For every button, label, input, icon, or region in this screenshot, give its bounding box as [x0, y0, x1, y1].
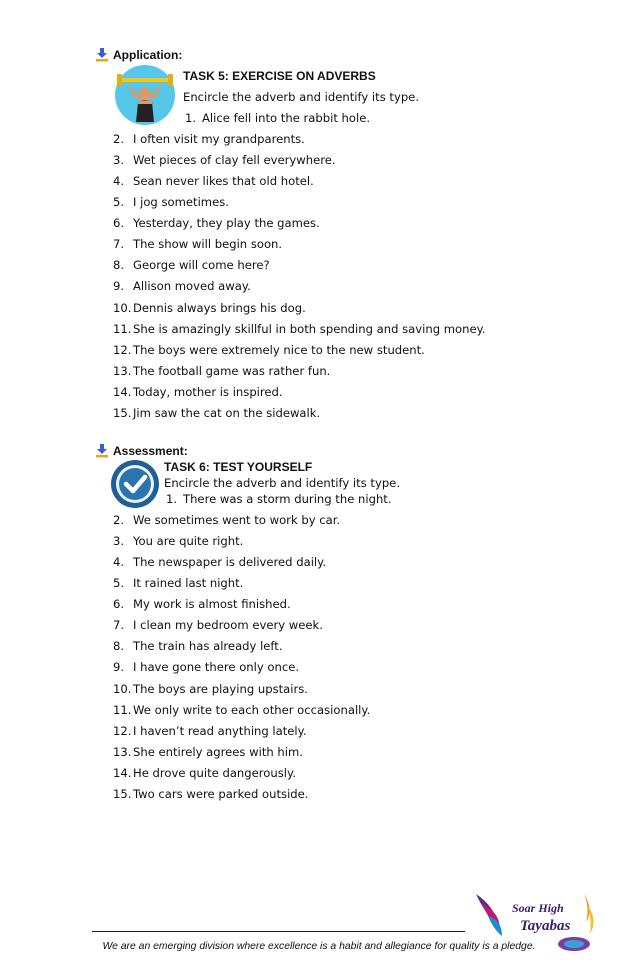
item-number: 4.: [113, 174, 125, 189]
item-text: We sometimes went to work by car.: [133, 513, 341, 527]
arrow-bullet-icon: [95, 444, 109, 458]
item-text: He drove quite dangerously.: [133, 765, 296, 780]
item-text: George will come here?: [133, 258, 270, 273]
item-number: 7.: [113, 237, 125, 252]
task6-instruction: Encircle the adverb and identify its type.: [164, 476, 401, 490]
item-text: The football game was rather fun.: [133, 363, 331, 378]
item-number: 8.: [113, 639, 125, 654]
item-text: She is amazingly skillful in both spending and saving money.: [133, 321, 486, 336]
item-text: I clean my bedroom every week.: [133, 618, 323, 633]
item-text: Sean never likes that old hotel.: [133, 174, 314, 189]
item-text: You are quite right.: [133, 534, 244, 549]
assessment-heading: Assessment:: [113, 444, 188, 458]
item-text: Yesterday, they play the games.: [133, 216, 320, 231]
item-number: 10.: [113, 681, 132, 696]
task5-instruction: Encircle the adverb and identify its type.: [183, 90, 420, 104]
item-number: 6.: [113, 216, 125, 231]
item-text: The newspaper is delivered daily.: [133, 555, 327, 570]
item-number: 4.: [113, 555, 125, 570]
item-text: I haven’t read anything lately.: [133, 723, 307, 738]
item-text: Wet pieces of clay fell everywhere.: [133, 153, 336, 168]
item-number: 5.: [113, 576, 125, 591]
item-number: 2.: [113, 513, 125, 527]
item-number: 2.: [113, 132, 125, 146]
item-number: 3.: [113, 153, 125, 168]
item-text: Two cars were parked outside.: [133, 786, 309, 801]
checkmark-icon: [110, 458, 160, 510]
item-text: Jim saw the cat on the sidewalk.: [133, 405, 321, 420]
item-text: Allison moved away.: [133, 279, 251, 294]
item-text: I have gone there only once.: [133, 660, 300, 675]
item-text: The boys are playing upstairs.: [133, 681, 308, 696]
item-number: 12.: [113, 723, 132, 738]
item-text: The train has already left.: [133, 639, 283, 654]
item-text: I often visit my grandparents.: [133, 132, 305, 146]
item-number: 9.: [113, 279, 125, 294]
item-number: 1.: [166, 492, 178, 506]
item-text: Today, mother is inspired.: [133, 384, 283, 399]
item-number: 15.: [113, 786, 132, 801]
item-number: 7.: [113, 618, 125, 633]
item-number: 13.: [113, 363, 132, 378]
item-number: 13.: [113, 744, 132, 759]
item-number: 6.: [113, 597, 125, 612]
item-text: She entirely agrees with him.: [133, 744, 303, 759]
application-heading: Application:: [113, 48, 183, 62]
item-number: 1.: [185, 111, 197, 125]
item-text: We only write to each other occasionally.: [133, 702, 371, 717]
item-text: There was a storm during the night.: [183, 492, 392, 506]
item-text: Dennis always brings his dog.: [133, 300, 306, 315]
item-number: 14.: [113, 384, 132, 399]
item-number: 9.: [113, 660, 125, 675]
item-number: 11.: [113, 702, 132, 717]
item-number: 15.: [113, 405, 132, 420]
arrow-bullet-icon: [95, 48, 109, 62]
item-text: Alice fell into the rabbit hole.: [202, 111, 371, 125]
task6-title: TASK 6: TEST YOURSELF: [164, 460, 313, 474]
item-text: It rained last night.: [133, 576, 244, 591]
footer-tagline: We are an emerging division where excellence is a habit and allegiance for quality is a pledge.: [102, 941, 536, 952]
logo-line2: Tayabas: [520, 918, 571, 934]
item-number: 14.: [113, 765, 132, 780]
item-text: I jog sometimes.: [133, 195, 229, 210]
item-text: My work is almost finished.: [133, 597, 291, 612]
item-number: 10.: [113, 300, 132, 315]
item-number: 8.: [113, 258, 125, 273]
item-text: The show will begin soon.: [133, 237, 283, 252]
footer-divider: [92, 931, 465, 932]
item-number: 12.: [113, 342, 132, 357]
item-number: 3.: [113, 534, 125, 549]
task5-title: TASK 5: EXERCISE ON ADVERBS: [183, 69, 376, 83]
item-number: 5.: [113, 195, 125, 210]
weightlifter-icon: [114, 64, 176, 126]
item-number: 11.: [113, 321, 132, 336]
item-text: The boys were extremely nice to the new student.: [133, 342, 425, 357]
logo-line1: Soar High: [512, 901, 564, 915]
